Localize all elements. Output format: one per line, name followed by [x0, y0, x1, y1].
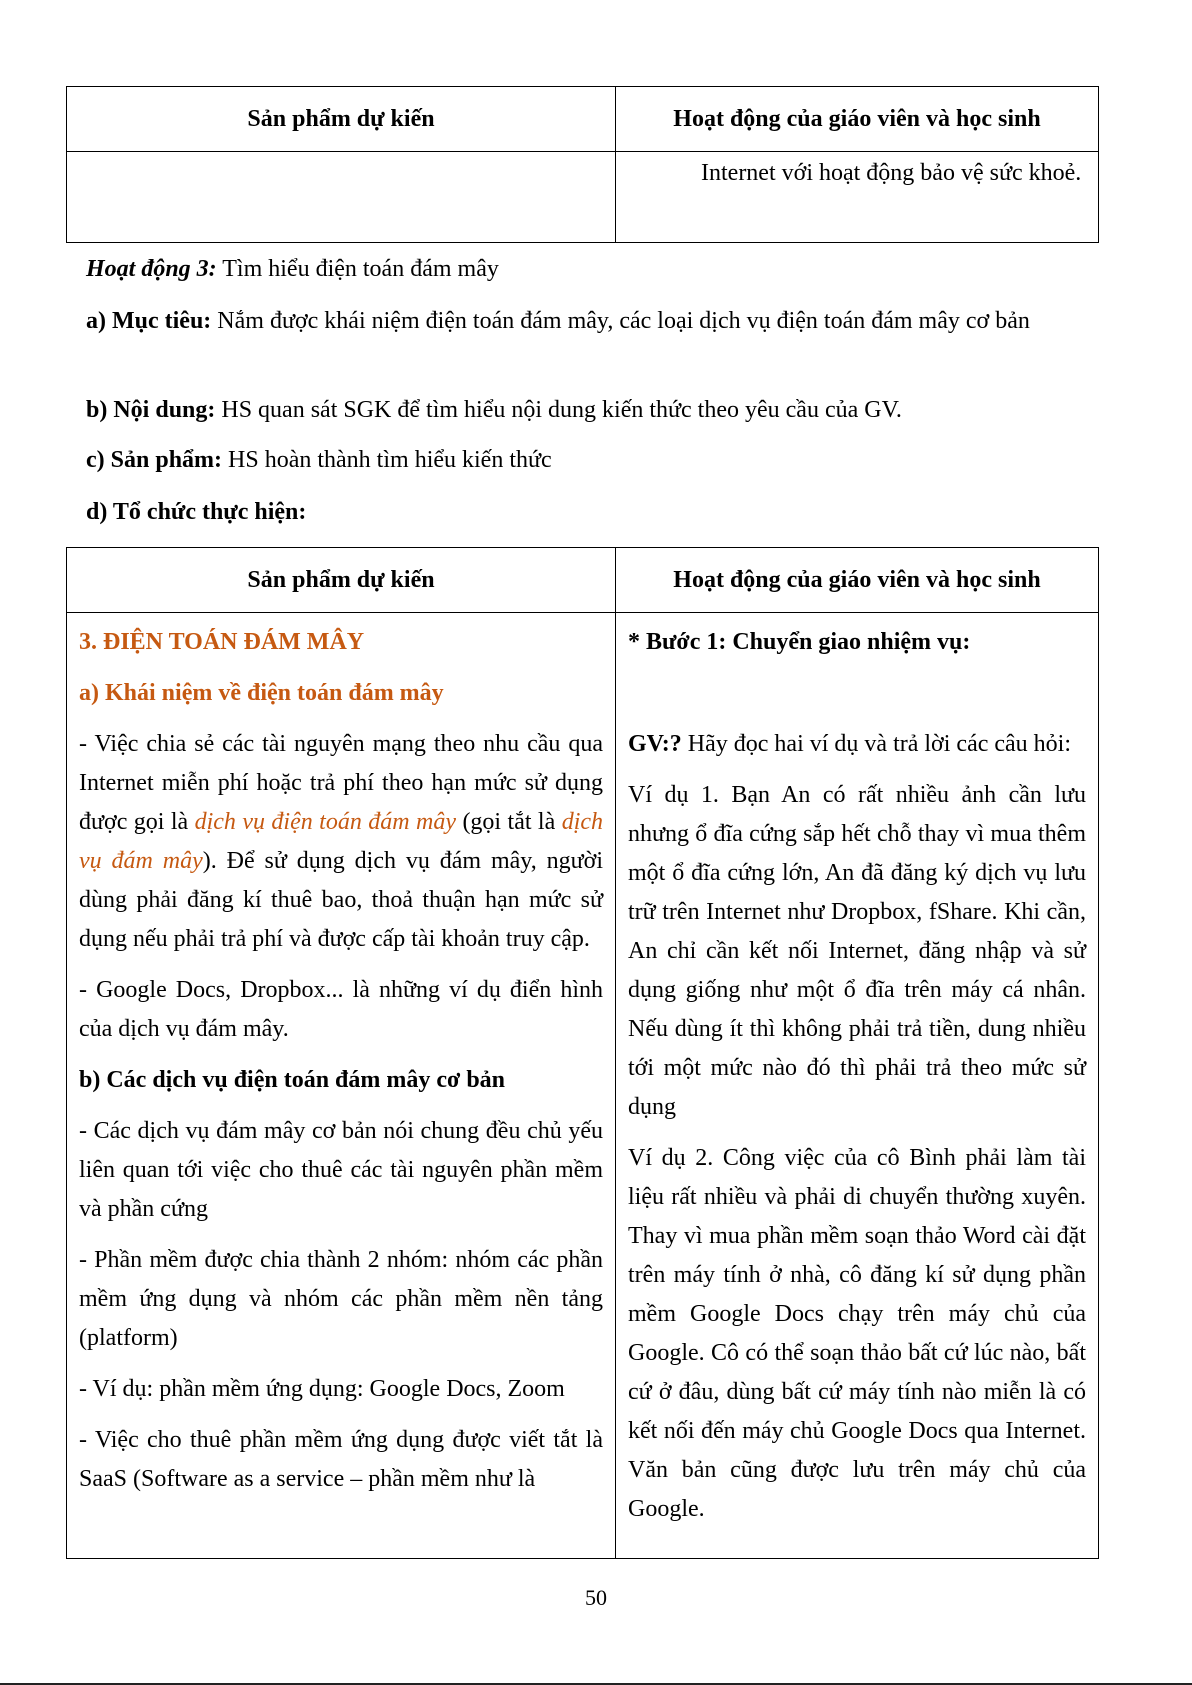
header-teacher-student-activity: Hoạt động của giáo viên và học sinh: [616, 548, 1099, 613]
paragraph-rental: - Các dịch vụ đám mây cơ bản nói chung đều chủ yếu liên quan tới việc cho thuê các tài nguyên phần mềm và phần cứng: [79, 1118, 603, 1222]
cell-right: [616, 152, 1099, 243]
header-expected-product: Sản phẩm dự kiến: [67, 548, 616, 613]
content: b) Nội dung: HS quan sát SGK để tìm hiểu nội dung kiến thức theo yêu cầu của GV.: [86, 397, 902, 423]
paragraph-definition: - Việc chia sẻ các tài nguyên mạng theo nhu cầu qua Internet miễn phí hoặc trả phí theo hạn mức sử dụng được gọi là dịch vụ điện toán đám mây (gọi tắt là dịch vụ đám mây). Để sử dụng dịch vụ đám mây, người dùng phải đăng kí thuê bao, thoả thuận hạn mức sử dụng nếu phải trả phí và được cấp tài khoản truy cập.: [79, 731, 604, 952]
continued-text: Internet với hoạt động bảo vệ sức khoẻ.: [701, 160, 1082, 186]
step-1: * Bước 1: Chuyển giao nhiệm vụ:: [628, 629, 971, 655]
paragraph-saas: - Việc cho thuê phần mềm ứng dụng được viết tắt là SaaS (Software as a service – phần mềm như là: [79, 1427, 603, 1492]
subsection-concept: a) Khái niệm về điện toán đám mây: [79, 680, 444, 706]
example-1: Ví dụ 1. Bạn An có rất nhiều ảnh cần lưu nhưng ổ đĩa cứng sắp hết chỗ thay vì mua thêm một ổ đĩa cứng lớn, An đã đăng ký dịch vụ lưu trữ trên Internet như Dropbox, fShare. Khi cần, An chỉ cần kết nối Internet, đăng nhập và sử dụng giống như một ổ đĩa trên máy cá nhân. Nếu dùng ít thì không phải trả tiền, dung nhiều tới một mức nào đó thì phải trả theo mức sử dụng: [628, 782, 1086, 1120]
table-header-row: [67, 548, 1099, 613]
main-table: [66, 547, 1099, 1559]
section-title: 3. ĐIỆN TOÁN ĐÁM MÂY: [79, 629, 365, 655]
paragraph-examples: - Google Docs, Dropbox... là những ví dụ điển hình của dịch vụ đám mây.: [79, 977, 603, 1042]
example-2: Ví dụ 2. Công việc của cô Bình phải làm tài liệu rất nhiều và phải di chuyển thường xuyên. Thay vì mua phần mềm soạn thảo Word cài đặt trên máy tính ở nhà, cô đăng kí sử dụng phần mềm Google Docs chạy trên máy chủ của Google. Cô có thể soạn thảo bất cứ lúc nào, bất cứ ở đâu, dùng bất cứ máy tính nào miễn là có kết nối đến máy chủ Google Docs qua Internet. Văn bản cũng được lưu trên máy chủ của Google.: [628, 1145, 1086, 1522]
product: c) Sản phẩm: HS hoàn thành tìm hiểu kiến thức: [86, 447, 552, 473]
objective: a) Mục tiêu: Nắm được khái niệm điện toán đám mây, các loại dịch vụ điện toán đám mây cơ bản: [86, 308, 1030, 334]
paragraph-app-example: - Ví dụ: phần mềm ứng dụng: Google Docs, Zoom: [79, 1376, 565, 1402]
table-header-row: [67, 87, 1099, 152]
organization: d) Tổ chức thực hiện:: [86, 499, 307, 525]
header-expected-product: Sản phẩm dự kiến: [67, 87, 616, 152]
cell-activity: [616, 613, 1099, 1559]
activity-title: Hoạt động 3: Tìm hiểu điện toán đám mây: [86, 256, 499, 282]
cell-expected-product: [67, 613, 616, 1559]
teacher-question: GV:? Hãy đọc hai ví dụ và trả lời các câu hỏi:: [628, 731, 1072, 757]
header-teacher-student-activity: Hoạt động của giáo viên và học sinh: [616, 87, 1099, 152]
subsection-basic-services: b) Các dịch vụ điện toán đám mây cơ bản: [79, 1067, 506, 1093]
table-continued: [66, 86, 1099, 243]
page-number: 50: [585, 1585, 607, 1610]
table-row: [67, 613, 1099, 1559]
empty-cell: [67, 152, 616, 243]
paragraph-software-groups: - Phần mềm được chia thành 2 nhóm: nhóm các phần mềm ứng dụng và nhóm các phần mềm nền tảng (platform): [79, 1247, 603, 1351]
table-row: [67, 152, 1099, 243]
